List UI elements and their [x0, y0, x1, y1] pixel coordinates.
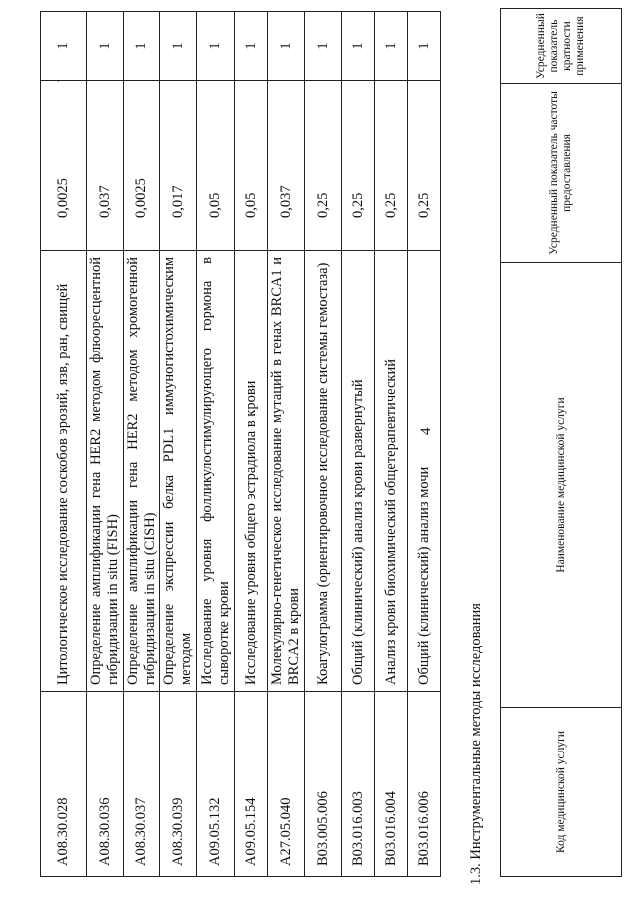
cell-frequency: 0,25: [408, 81, 441, 251]
services-table: [40, 11, 441, 877]
table-row: [408, 12, 441, 877]
cell-multiplicity: 1: [342, 12, 375, 81]
cell-name: Определение амплификации гена HER2 методом флюоресцентной гибридизации in situ (FISH): [87, 251, 124, 692]
table-row: [375, 12, 408, 877]
cell-multiplicity: 1: [160, 12, 197, 81]
cell-name: Коагулограмма (ориентировочное исследование системы гемостаза): [305, 251, 342, 692]
cell-name: Определение амплификации гена HER2 методом хромогенной гибридизации in situ (CISH): [124, 251, 160, 692]
cell-code: A27.05.040: [268, 692, 305, 877]
cell-frequency: 0,017: [160, 81, 197, 251]
table-row: [160, 12, 197, 877]
cell-frequency: 0,05: [197, 81, 235, 251]
cell-name: Цитологическое исследование соскобов эрозий, язв, ран, свищей: [41, 251, 87, 692]
header-name: Наименование медицинской услуги: [501, 263, 622, 708]
cell-multiplicity: 1: [235, 12, 268, 81]
table-row: [235, 12, 268, 877]
cell-frequency: 0,0025: [41, 81, 87, 251]
cell-name: Анализ крови биохимический общетерапевтический: [375, 251, 408, 692]
cell-code: A08.30.039: [160, 692, 197, 877]
cell-frequency: 0,037: [268, 81, 305, 251]
table-row: [197, 12, 235, 877]
cell-code: A08.30.036: [87, 692, 124, 877]
table-row: [305, 12, 342, 877]
table-row: [124, 12, 160, 877]
cell-multiplicity: 1: [268, 12, 305, 81]
cell-name: Определение экспрессии белка PDL1 иммуногистохимическим методом: [160, 251, 197, 692]
cell-code: A09.05.154: [235, 692, 268, 877]
cell-multiplicity: 1: [197, 12, 235, 81]
header-frequency: Усредненный показатель частоты предоставления: [501, 84, 622, 263]
table-row: [268, 12, 305, 877]
cell-frequency: 0,25: [342, 81, 375, 251]
cell-frequency: 0,05: [235, 81, 268, 251]
instrumental-methods-table: [500, 8, 622, 877]
cell-frequency: 0,0025: [124, 81, 160, 251]
cell-frequency: 0,25: [305, 81, 342, 251]
cell-code: B03.016.003: [342, 692, 375, 877]
services-table-body: [41, 12, 441, 877]
cell-code: A08.30.037: [124, 692, 160, 877]
cell-multiplicity: 1: [41, 12, 87, 81]
cell-frequency: 0,037: [87, 81, 124, 251]
cell-frequency: 0,25: [375, 81, 408, 251]
cell-code: A09.05.132: [197, 692, 235, 877]
page-mark: ·: [54, 79, 65, 83]
cell-name: Исследование уровня фолликулостимулирующего гормона в сыворотке крови: [197, 251, 235, 692]
page-number: 4: [418, 427, 434, 435]
cell-multiplicity: 1: [408, 12, 441, 81]
header-code: Код медицинской услуги: [501, 708, 622, 877]
cell-name: Общий (клинический) анализ крови развернутый: [342, 251, 375, 692]
cell-code: B03.005.006: [305, 692, 342, 877]
cell-multiplicity: 1: [87, 12, 124, 81]
table-header-row: [501, 9, 622, 877]
cell-code: B03.016.006: [408, 692, 441, 877]
cell-name: Исследование уровня общего эстрадиола в крови: [235, 251, 268, 692]
table-row: [87, 12, 124, 877]
cell-multiplicity: 1: [124, 12, 160, 81]
cell-multiplicity: 1: [305, 12, 342, 81]
cell-code: A08.30.028: [41, 692, 87, 877]
section-title: 1.3. Инструментальные методы исследования: [468, 603, 484, 885]
table-row: [41, 12, 87, 877]
cell-name: Молекулярно-генетическое исследование мутаций в генах BRCA1 и BRCA2 в крови: [268, 251, 305, 692]
cell-code: B03.016.004: [375, 692, 408, 877]
header-multiplicity: Усредненный показатель кратности применения: [501, 9, 622, 84]
table-row: [342, 12, 375, 877]
cell-multiplicity: 1: [375, 12, 408, 81]
cell-name: Общий (клинический) анализ мочи: [408, 251, 441, 692]
